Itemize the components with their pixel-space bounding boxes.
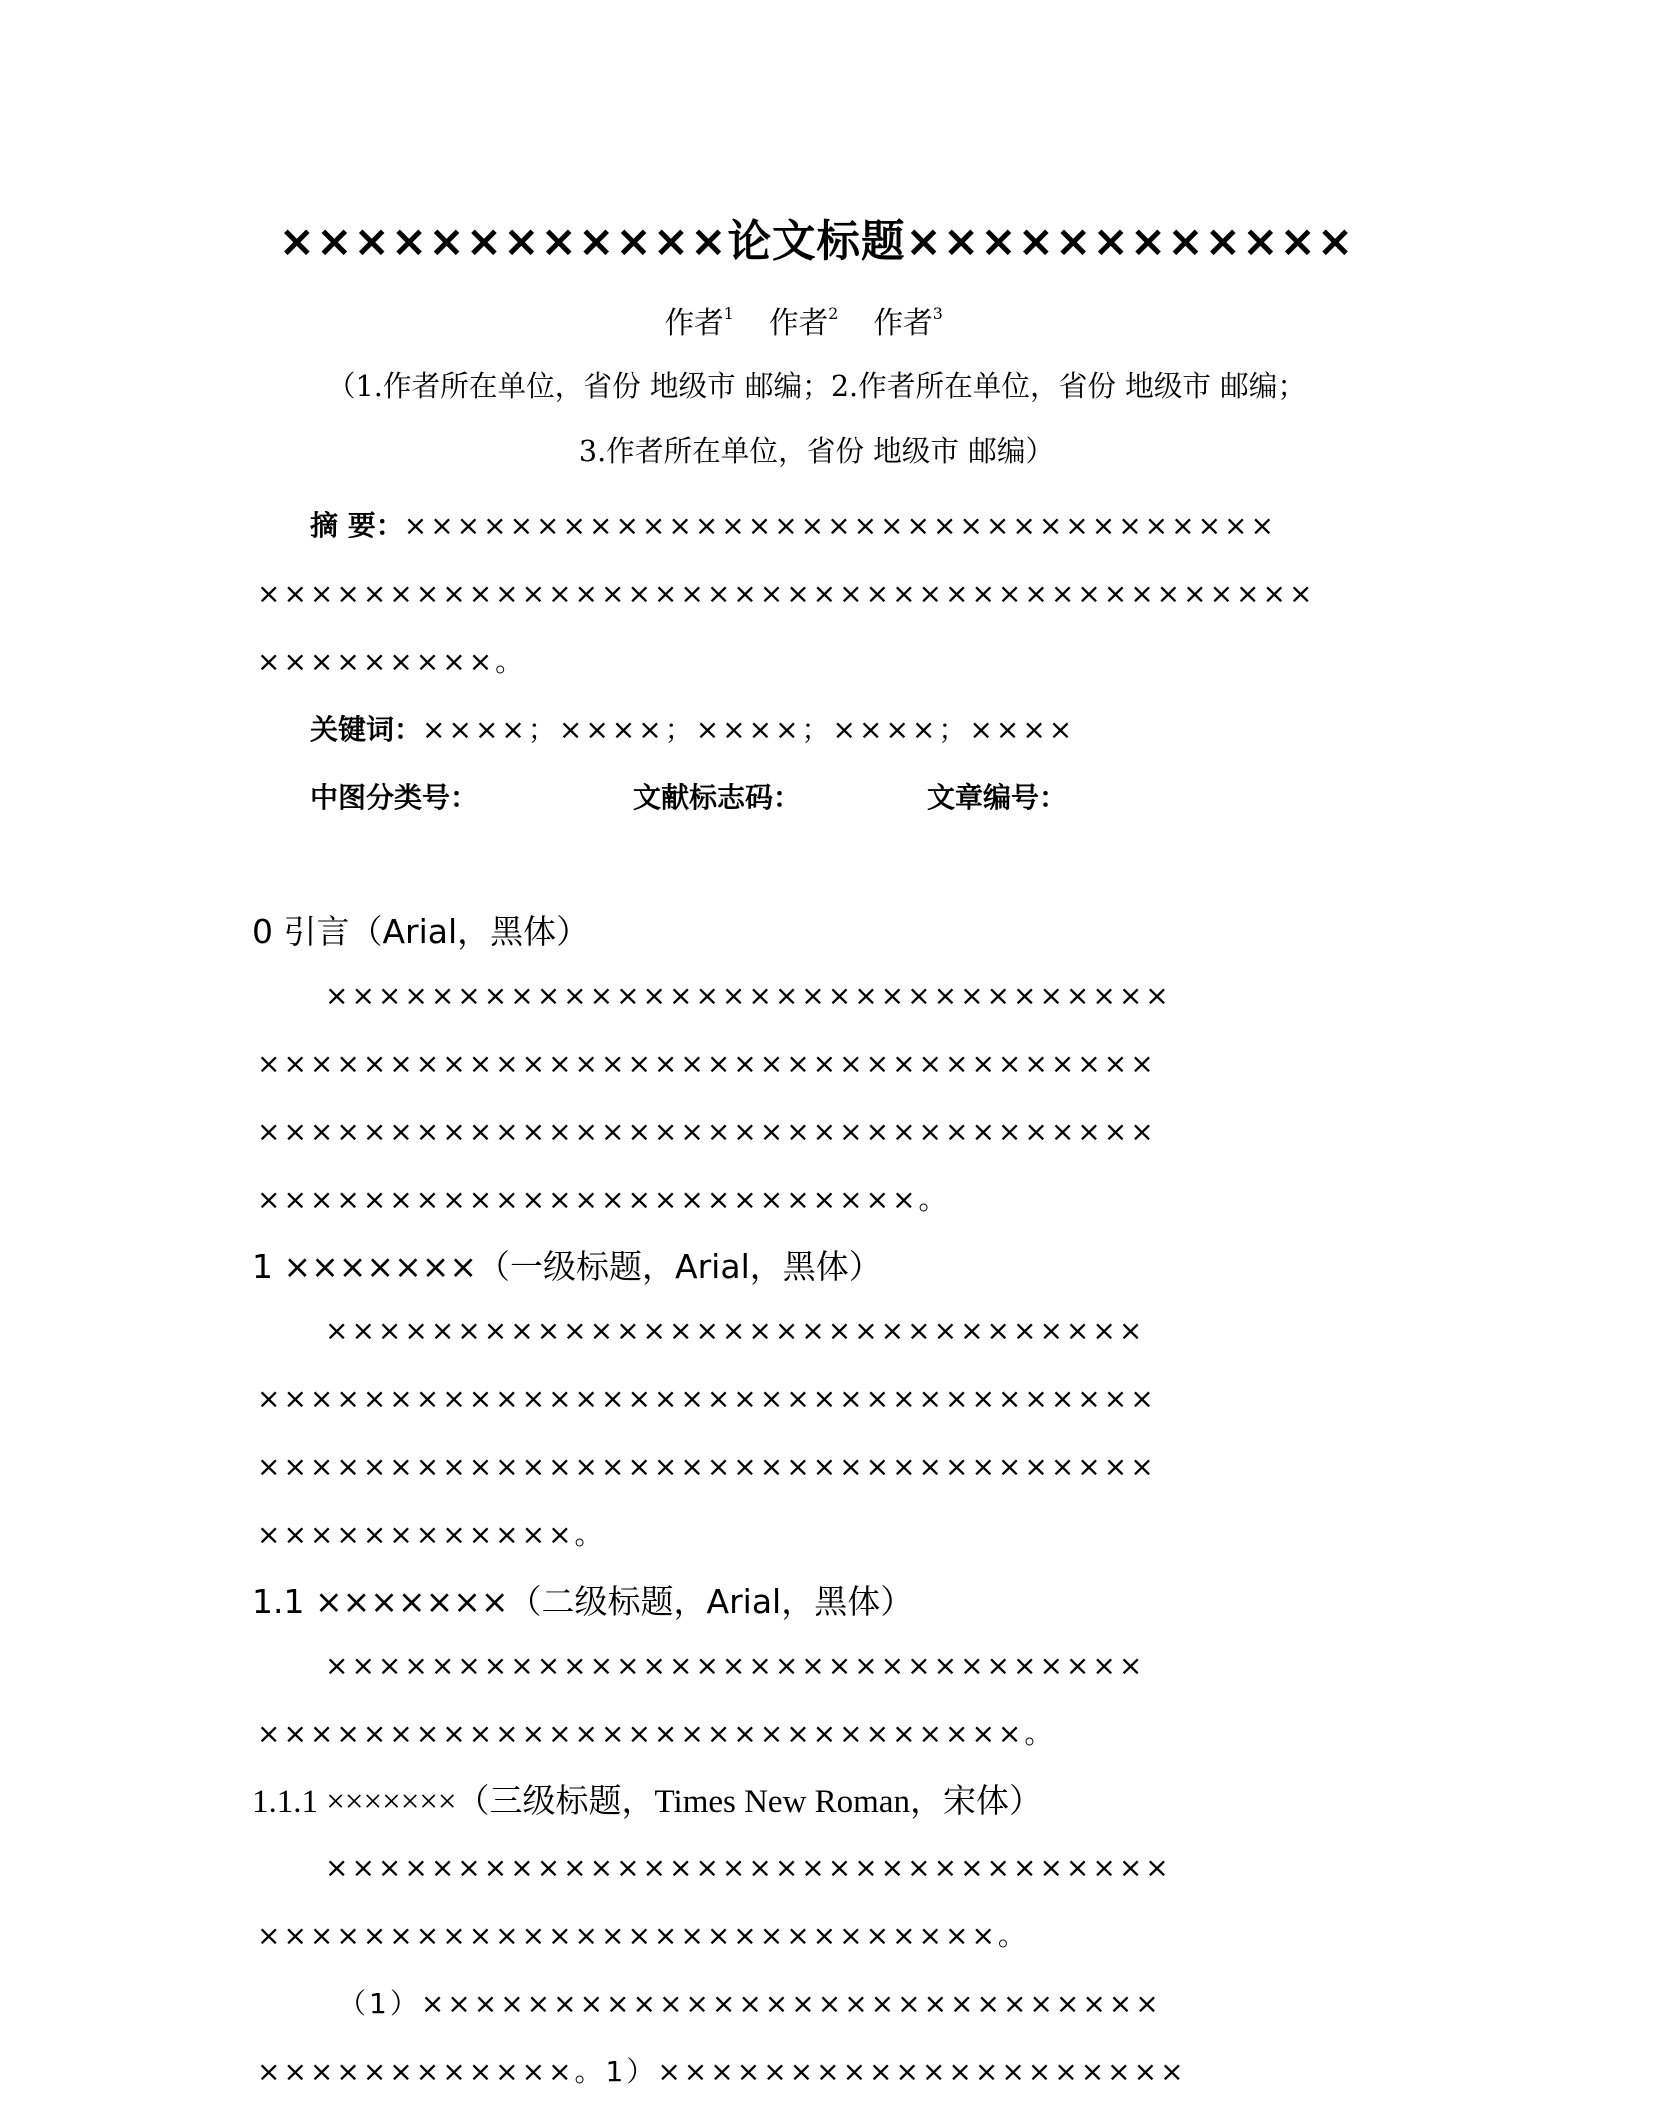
paragraph-line: ×××××××××××××××××××××××××××××××××× — [257, 1047, 1157, 1080]
paragraph-line: ×××××××××××××××××××××××××××××××× — [325, 1851, 1172, 1884]
abstract-text: ××××××××××××××××××××××××××××××××× — [403, 509, 1277, 542]
paragraph-line: ××××××××××××××××××××××××××××××× — [325, 1314, 1146, 1347]
clc-label: 中图分类号： — [310, 781, 479, 814]
list-item-line: （1）×××××××××××××××××××××××××××× — [338, 1987, 1162, 2020]
abstract-first-line — [310, 509, 1277, 542]
abstract-label: 摘 要： — [310, 509, 404, 542]
author-affiliation-mark: 3 — [932, 304, 943, 323]
paragraph-line: ×××××××××××××××××××××××××××××××××× — [257, 1450, 1157, 1483]
keywords-text: ××××；××××；××××；××××；×××× — [422, 713, 1076, 746]
abstract-text: ×××××××××。 — [257, 645, 527, 678]
paragraph-line: ××××××××××××。1）×××××××××××××××××××× — [257, 2055, 1187, 2088]
author-name: 作者 — [664, 306, 724, 341]
affiliation-line: （1.作者所在单位，省份 地级市 邮编；2.作者所在单位，省份 地级市 邮编； — [326, 369, 1307, 403]
author-affiliation-mark: 1 — [723, 304, 734, 323]
paper-title: ××××××××××××论文标题×××××××××××× — [278, 216, 1355, 267]
paragraph-line: ×××××××××××××××××××××××××××××。 — [257, 1717, 1056, 1750]
author-affiliation-mark: 2 — [828, 304, 839, 323]
section-heading-level1: 1 ×××××××（一级标题，Arial，黑体） — [252, 1247, 882, 1286]
author-name: 作者 — [873, 306, 933, 341]
author-name: 作者 — [768, 306, 829, 341]
keywords-label: 关键词： — [310, 713, 423, 746]
section-heading-level3: 1.1.1 ×××××××（三级标题，Times New Roman，宋体） — [252, 1784, 1042, 1820]
author-list — [0, 306, 1633, 339]
section-heading: 0 引言（Arial，黑体） — [252, 912, 590, 951]
section-heading-level2: 1.1 ×××××××（二级标题，Arial，黑体） — [252, 1582, 914, 1621]
paragraph-line: ××××××××××××××××××××××××××××××× — [325, 1649, 1146, 1682]
document-code-label: 文献标志码： — [633, 781, 802, 814]
abstract-text: ×××××××××××××××××××××××××××××××××××××××× — [257, 577, 1316, 610]
affiliation-line: 3.作者所在单位，省份 地级市 邮编） — [578, 434, 1055, 468]
paragraph-line: ×××××××××××××××××××××××××。 — [257, 1183, 950, 1216]
paragraph-line: ××××××××××××。 — [257, 1518, 606, 1551]
keywords-line — [310, 713, 1076, 746]
paragraph-line: ×××××××××××××××××××××××××××××××××× — [257, 1382, 1157, 1415]
paragraph-line: ×××××××××××××××××××××××××××××××××× — [257, 1115, 1157, 1148]
paragraph-line: ××××××××××××××××××××××××××××。 — [257, 1919, 1029, 1952]
paragraph-line: ×××××××××××××××××××××××××××××××× — [325, 979, 1172, 1012]
article-number-label: 文章编号： — [927, 781, 1068, 814]
